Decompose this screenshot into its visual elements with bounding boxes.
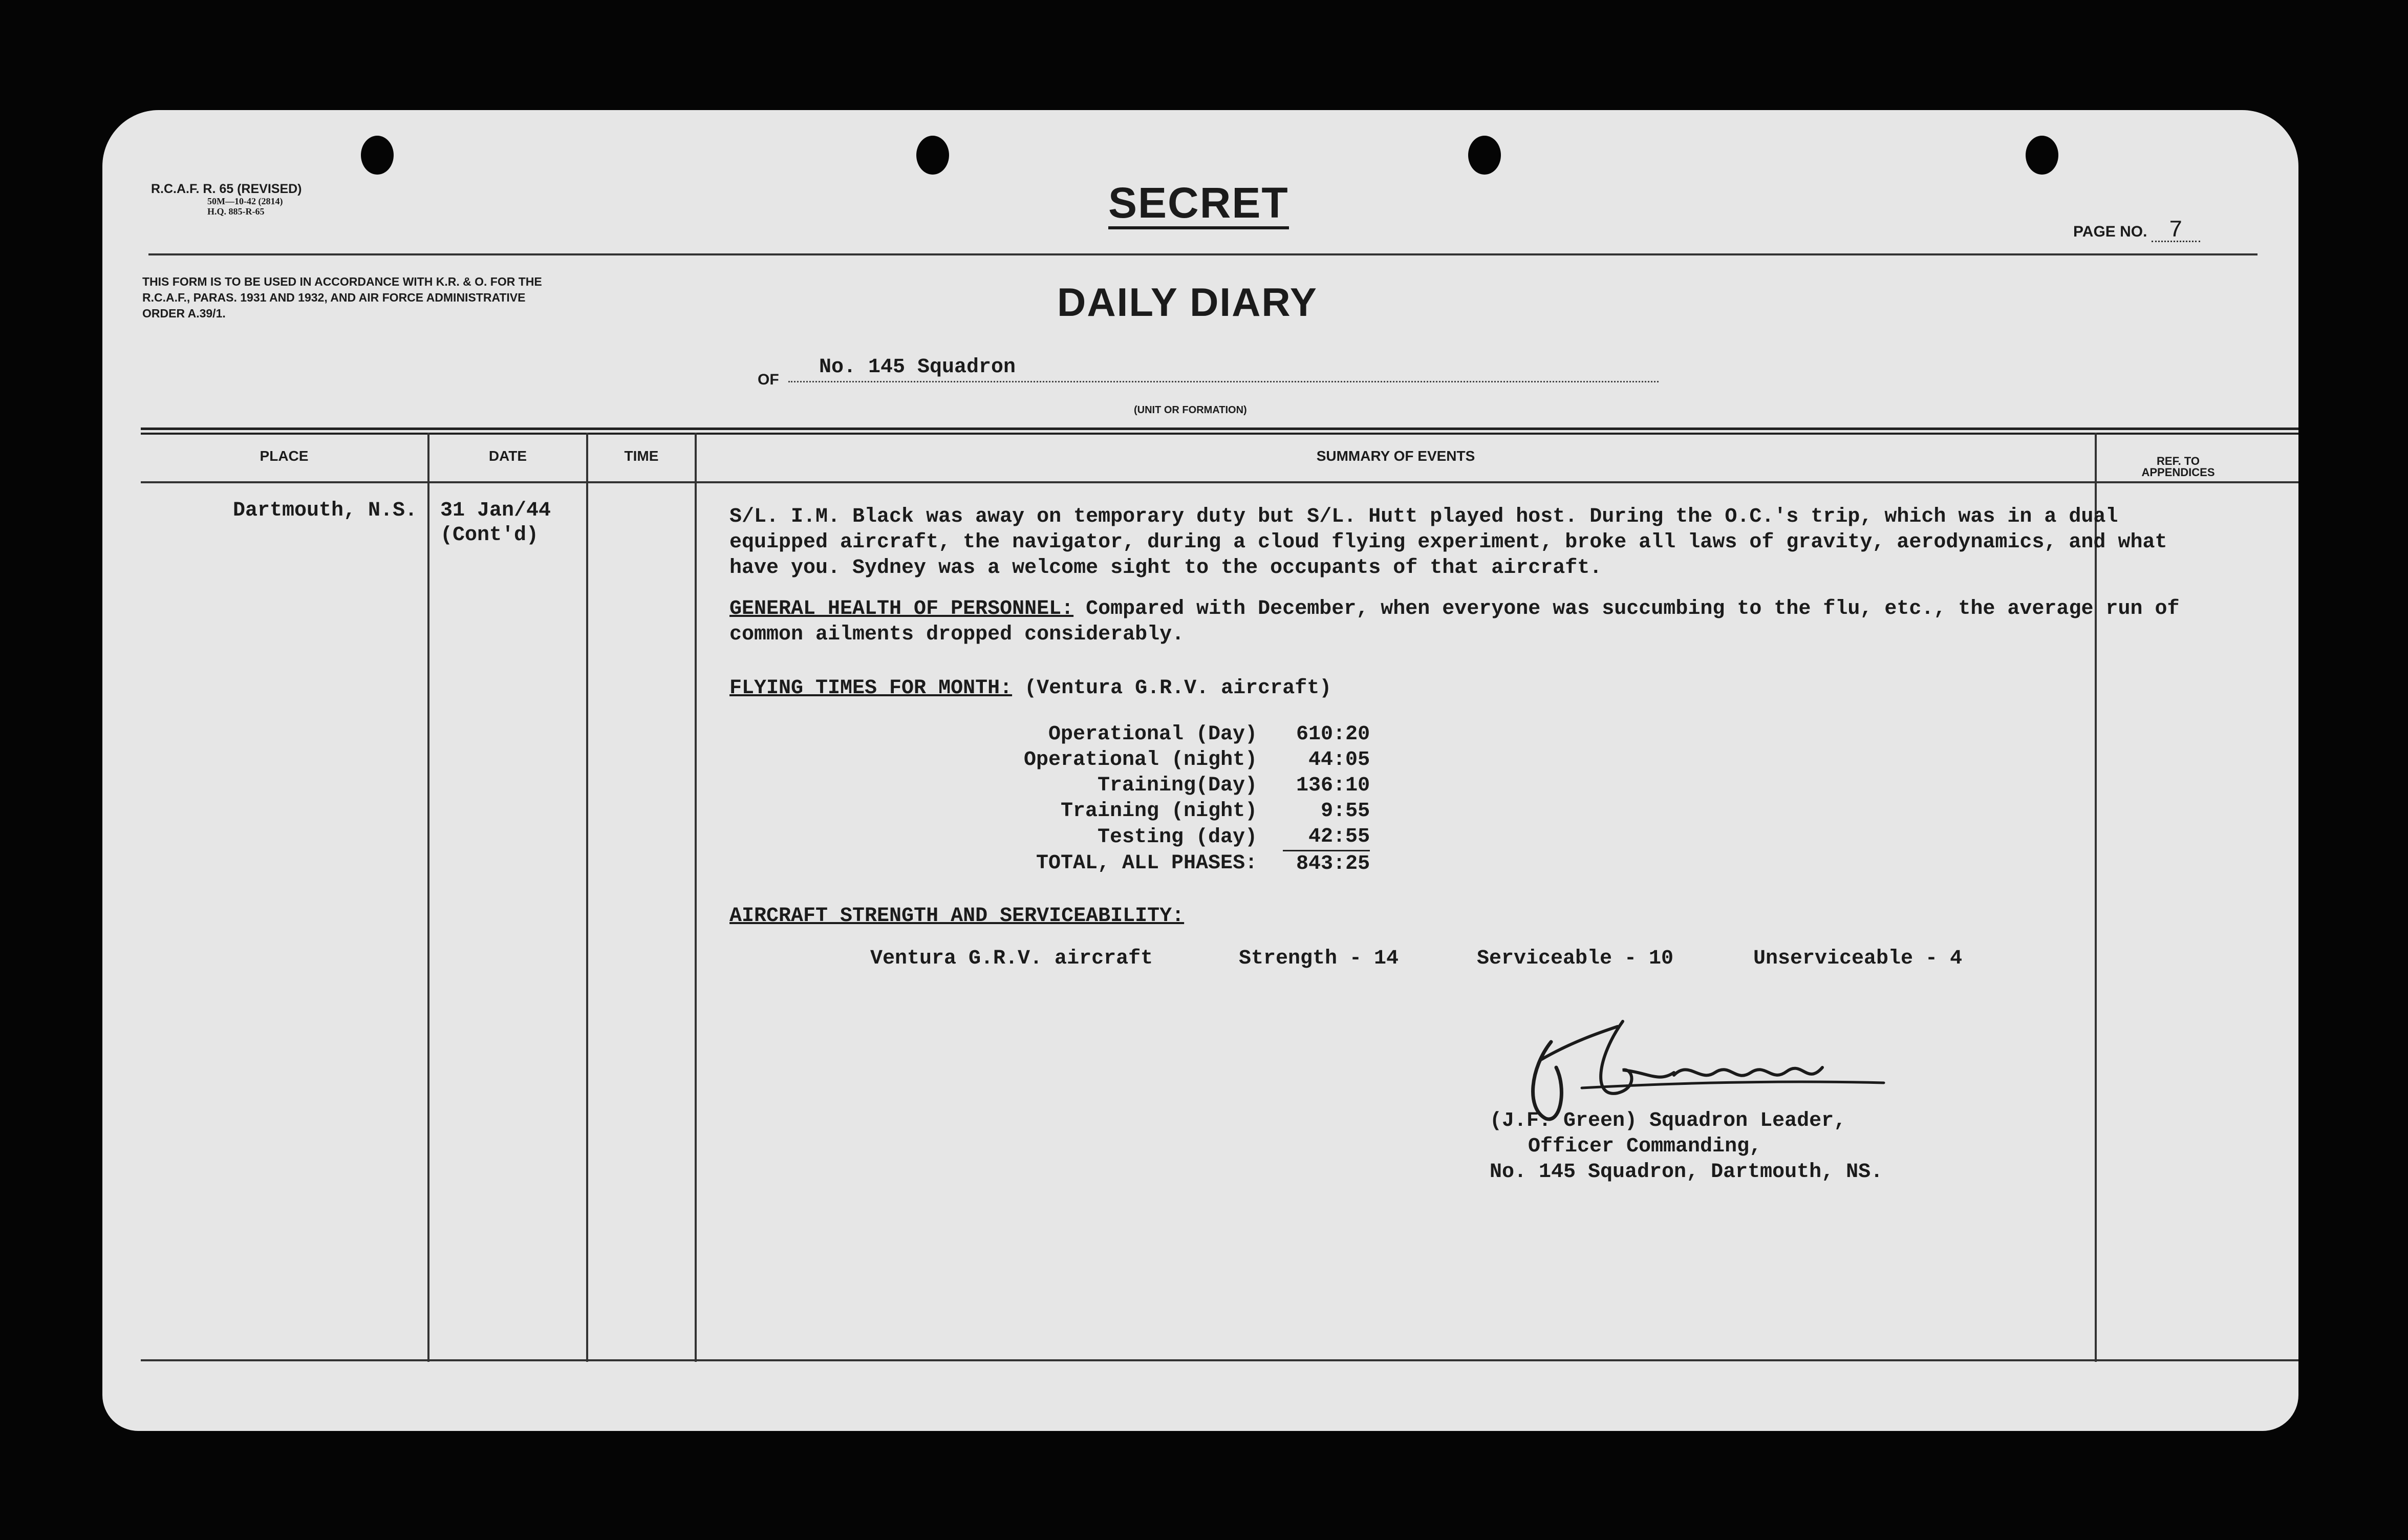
flying-times-table bbox=[1024, 722, 1370, 877]
column-header-date: DATE bbox=[488, 448, 527, 464]
column-header-time: TIME bbox=[624, 448, 659, 464]
signature-unit: No. 145 Squadron, Dartmouth, NS. bbox=[1490, 1161, 1883, 1184]
health-section bbox=[729, 596, 2214, 648]
flying-heading: FLYING TIMES FOR MONTH: bbox=[729, 677, 1013, 700]
flying-time-value: 610:20 bbox=[1296, 723, 1370, 746]
strength-heading: AIRCRAFT STRENGTH AND SERVICEABILITY: bbox=[729, 905, 1185, 928]
flying-time-label: Operational (Day) bbox=[1048, 723, 1258, 746]
unit-field: No. 145 Squadron bbox=[788, 356, 1659, 382]
column-header-rule bbox=[141, 481, 2298, 483]
punch-hole bbox=[2026, 136, 2058, 175]
flying-time-label: Training (night) bbox=[1061, 800, 1258, 823]
flying-time-value: 136:10 bbox=[1296, 774, 1370, 797]
flying-time-row bbox=[1024, 773, 1370, 799]
column-header-appendices: REF. TO APPENDICES bbox=[2141, 455, 2215, 479]
summary-paragraph: S/L. I.M. Black was away on temporary duty but S/L. Hutt played host. During the O.C.'s trip, which was in a dual equipped aircraft, the navigator, during a cloud flying experiment, broke all laws of gravity, aerodynamics, and what have you. Sydney was a welcome sight to the occupants of that aircraft. bbox=[729, 505, 2167, 580]
flying-total-label: TOTAL, ALL PHASES: bbox=[1036, 852, 1258, 875]
punch-hole bbox=[361, 136, 394, 175]
aircraft-type: Ventura G.R.V. aircraft bbox=[870, 947, 1153, 970]
page-number-value: 7 bbox=[2152, 220, 2200, 242]
flying-time-label: Training(Day) bbox=[1098, 774, 1258, 797]
column-divider bbox=[586, 433, 588, 1362]
column-header-summary: SUMMARY OF EVENTS bbox=[1316, 448, 1475, 464]
classification-heading: SECRET bbox=[1108, 179, 1289, 229]
column-divider bbox=[427, 433, 429, 1362]
unit-caption: (UNIT OR FORMATION) bbox=[1134, 404, 1247, 416]
health-heading: GENERAL HEALTH OF PERSONNEL: bbox=[729, 597, 1074, 621]
punch-hole bbox=[1468, 136, 1501, 175]
unit-of-label: OF bbox=[758, 371, 779, 388]
column-divider bbox=[695, 433, 697, 1362]
flying-aircraft: (Ventura G.R.V. aircraft) bbox=[1024, 677, 1332, 700]
entry-date: 31 Jan/44 bbox=[440, 499, 551, 522]
signature-role: Officer Commanding, bbox=[1528, 1135, 1762, 1158]
flying-time-value: 44:05 bbox=[1308, 748, 1370, 772]
entry-date-note: (Cont'd) bbox=[440, 524, 539, 547]
flying-time-label: Operational (night) bbox=[1024, 748, 1258, 772]
signature-name: (J.F. Green) Squadron Leader, bbox=[1490, 1109, 1846, 1132]
page-title: DAILY DIARY bbox=[1057, 280, 1318, 325]
strength-count: Strength - 14 bbox=[1239, 947, 1399, 970]
flying-time-row bbox=[1024, 799, 1370, 824]
column-header-place: PLACE bbox=[260, 448, 309, 464]
form-ref-line2: 50M—10-42 (2814) bbox=[207, 196, 283, 206]
punch-hole bbox=[916, 136, 949, 175]
diary-form-card bbox=[102, 110, 2298, 1431]
page-number-label: PAGE NO. bbox=[2073, 223, 2147, 240]
form-ref-line1: R.C.A.F. R. 65 (REVISED) bbox=[151, 182, 302, 196]
page-number-field bbox=[2073, 217, 2200, 244]
flying-time-row bbox=[1024, 747, 1370, 773]
flying-total-value: 843:25 bbox=[1283, 851, 1370, 878]
serviceable-count: Serviceable - 10 bbox=[1477, 947, 1674, 970]
header-rule bbox=[148, 253, 2258, 255]
health-text: Compared with December, when everyone was succumbing to the flu, etc., the average run of common ailments dropped considerably. bbox=[729, 597, 2180, 646]
flying-time-value: 42:55 bbox=[1283, 824, 1370, 851]
form-reference bbox=[151, 182, 302, 217]
flying-time-row bbox=[1024, 824, 1370, 851]
unserviceable-count: Unserviceable - 4 bbox=[1753, 947, 1963, 970]
flying-times-heading-row bbox=[729, 676, 2214, 701]
flying-time-total-row bbox=[1024, 851, 1370, 878]
flying-time-value: 9:55 bbox=[1321, 800, 1370, 823]
signature-block bbox=[1490, 1108, 1883, 1185]
strength-heading-row bbox=[729, 904, 2214, 929]
flying-time-row bbox=[1024, 722, 1370, 747]
flying-time-label: Testing (day) bbox=[1098, 825, 1258, 849]
entry-place: Dartmouth, N.S. bbox=[233, 499, 418, 522]
form-instructions: THIS FORM IS TO BE USED IN ACCORDANCE WITH K.R. & O. FOR THE R.C.A.F., PARAS. 1931 AND 1932, AND AIR FORCE ADMINISTRATIVE ORDER A.39/1. bbox=[142, 275, 542, 320]
table-top-rule bbox=[141, 427, 2298, 435]
form-ref-line3: H.Q. 885-R-65 bbox=[207, 206, 265, 217]
table-bottom-rule bbox=[141, 1359, 2298, 1361]
